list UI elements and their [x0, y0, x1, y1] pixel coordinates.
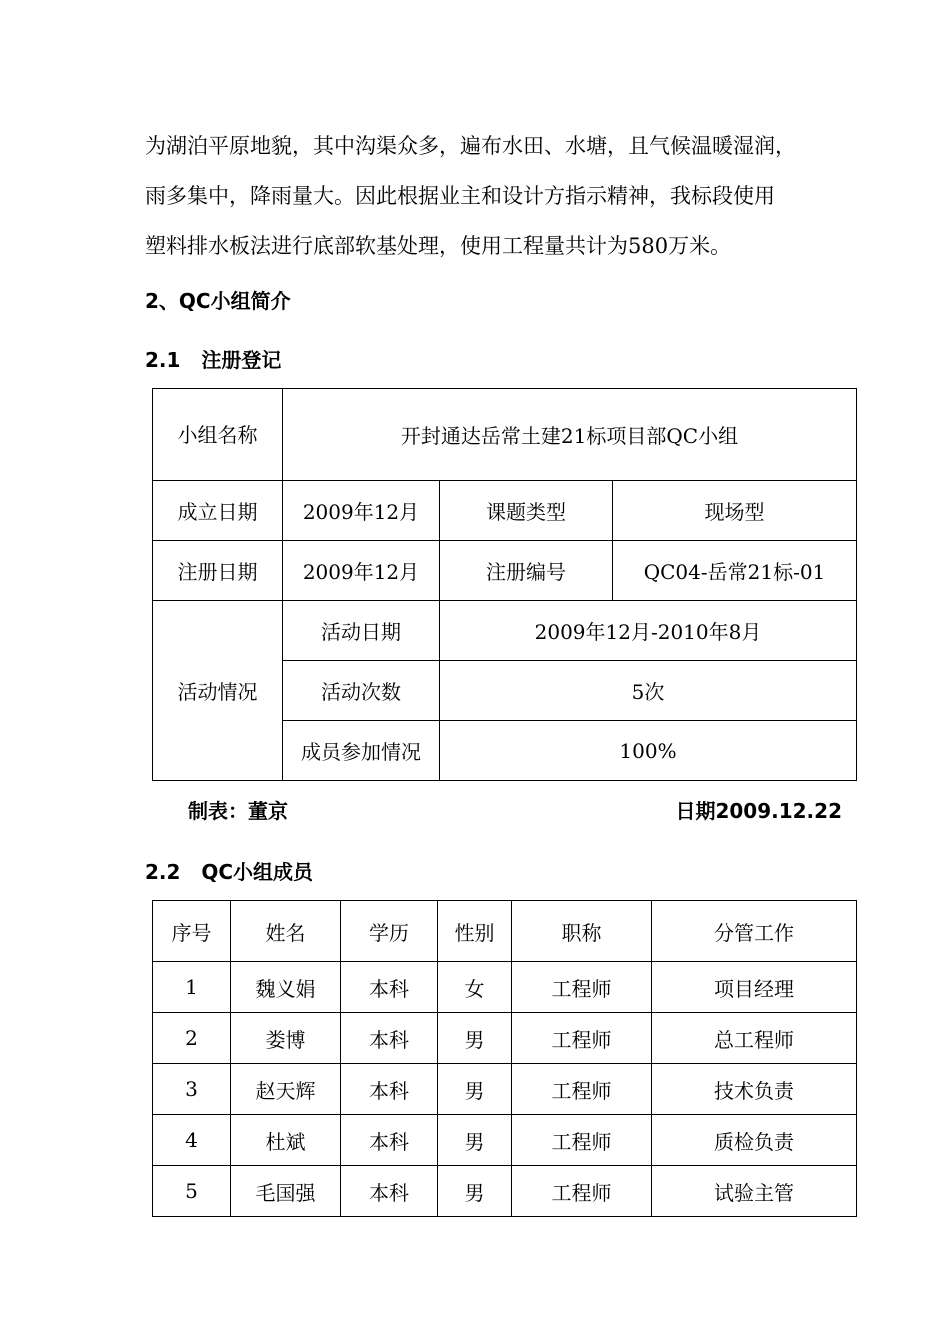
group-name-value: 开封通达岳常土建21标项目部QC小组 [283, 389, 857, 481]
table-cell: 技术负责 [652, 1064, 857, 1115]
registered-value: 2009年12月 [283, 541, 440, 601]
table-row [153, 1064, 857, 1115]
header-cell: 学历 [341, 901, 438, 962]
reg-no-value: QC04-岳常21标-01 [613, 541, 857, 601]
table-cell: 3 [153, 1064, 231, 1115]
registration-table [152, 388, 857, 781]
table-cell: 4 [153, 1115, 231, 1166]
table-cell: 男 [438, 1013, 512, 1064]
registered-row [153, 541, 857, 601]
header-cell: 性别 [438, 901, 512, 962]
header-cell: 分管工作 [652, 901, 857, 962]
table-date: 日期2009.12.22 [675, 799, 842, 823]
table-cell: 1 [153, 962, 231, 1013]
intro-line-2: 雨多集中，降雨量大。因此根据业主和设计方指示精神，我标段使用 [145, 184, 775, 208]
header-cell: 序号 [153, 901, 231, 962]
table-row [153, 1115, 857, 1166]
activity-label: 活动情况 [153, 601, 283, 781]
participation-label: 成员参加情况 [283, 721, 440, 781]
table-cell: 本科 [341, 1013, 438, 1064]
intro-line-1: 为湖泊平原地貌，其中沟渠众多，遍布水田、水塘，且气候温暖湿润， [145, 134, 796, 158]
header-cell: 职称 [512, 901, 652, 962]
founded-value: 2009年12月 [283, 481, 440, 541]
header-cell: 姓名 [231, 901, 341, 962]
table-cell: 娄博 [231, 1013, 341, 1064]
table-cell: 男 [438, 1115, 512, 1166]
table-cell: 工程师 [512, 1064, 652, 1115]
activity-date-row [153, 601, 857, 661]
table-row [153, 1013, 857, 1064]
topic-type-label: 课题类型 [440, 481, 613, 541]
reg-no-label: 注册编号 [440, 541, 613, 601]
members-header-row [153, 901, 857, 962]
table-cell: 工程师 [512, 1013, 652, 1064]
table-cell: 赵天辉 [231, 1064, 341, 1115]
table-cell: 2 [153, 1013, 231, 1064]
group-name-label: 小组名称 [153, 389, 283, 481]
members-table [152, 900, 857, 1217]
table-cell: 本科 [341, 1064, 438, 1115]
table-cell: 试验主管 [652, 1166, 857, 1217]
founded-label: 成立日期 [153, 481, 283, 541]
activity-count-value: 5次 [440, 661, 857, 721]
table-cell: 本科 [341, 1115, 438, 1166]
intro-line-3: 塑料排水板法进行底部软基处理，使用工程量共计为580万米。 [145, 234, 732, 258]
activity-date-label: 活动日期 [283, 601, 440, 661]
group-name-row [153, 389, 857, 481]
made-by: 制表：董京 [188, 799, 288, 823]
table-cell: 质检负责 [652, 1115, 857, 1166]
table-cell: 5 [153, 1166, 231, 1217]
registration-heading: 2.1 注册登记 [145, 348, 282, 372]
table-cell: 女 [438, 962, 512, 1013]
table-cell: 杜斌 [231, 1115, 341, 1166]
table-cell: 工程师 [512, 1166, 652, 1217]
activity-count-label: 活动次数 [283, 661, 440, 721]
table-row [153, 962, 857, 1013]
table-row [153, 1166, 857, 1217]
participation-value: 100% [440, 721, 857, 781]
table-cell: 魏义娟 [231, 962, 341, 1013]
table-cell: 男 [438, 1166, 512, 1217]
table-cell: 总工程师 [652, 1013, 857, 1064]
table-cell: 工程师 [512, 962, 652, 1013]
section-title: 2、QC小组简介 [145, 289, 291, 313]
topic-type-value: 现场型 [613, 481, 857, 541]
table-cell: 本科 [341, 962, 438, 1013]
registered-label: 注册日期 [153, 541, 283, 601]
table-cell: 项目经理 [652, 962, 857, 1013]
activity-date-value: 2009年12月-2010年8月 [440, 601, 857, 661]
members-heading: 2.2 QC小组成员 [145, 860, 313, 884]
table-cell: 男 [438, 1064, 512, 1115]
founded-row [153, 481, 857, 541]
table-cell: 工程师 [512, 1115, 652, 1166]
table-cell: 本科 [341, 1166, 438, 1217]
table-cell: 毛国强 [231, 1166, 341, 1217]
